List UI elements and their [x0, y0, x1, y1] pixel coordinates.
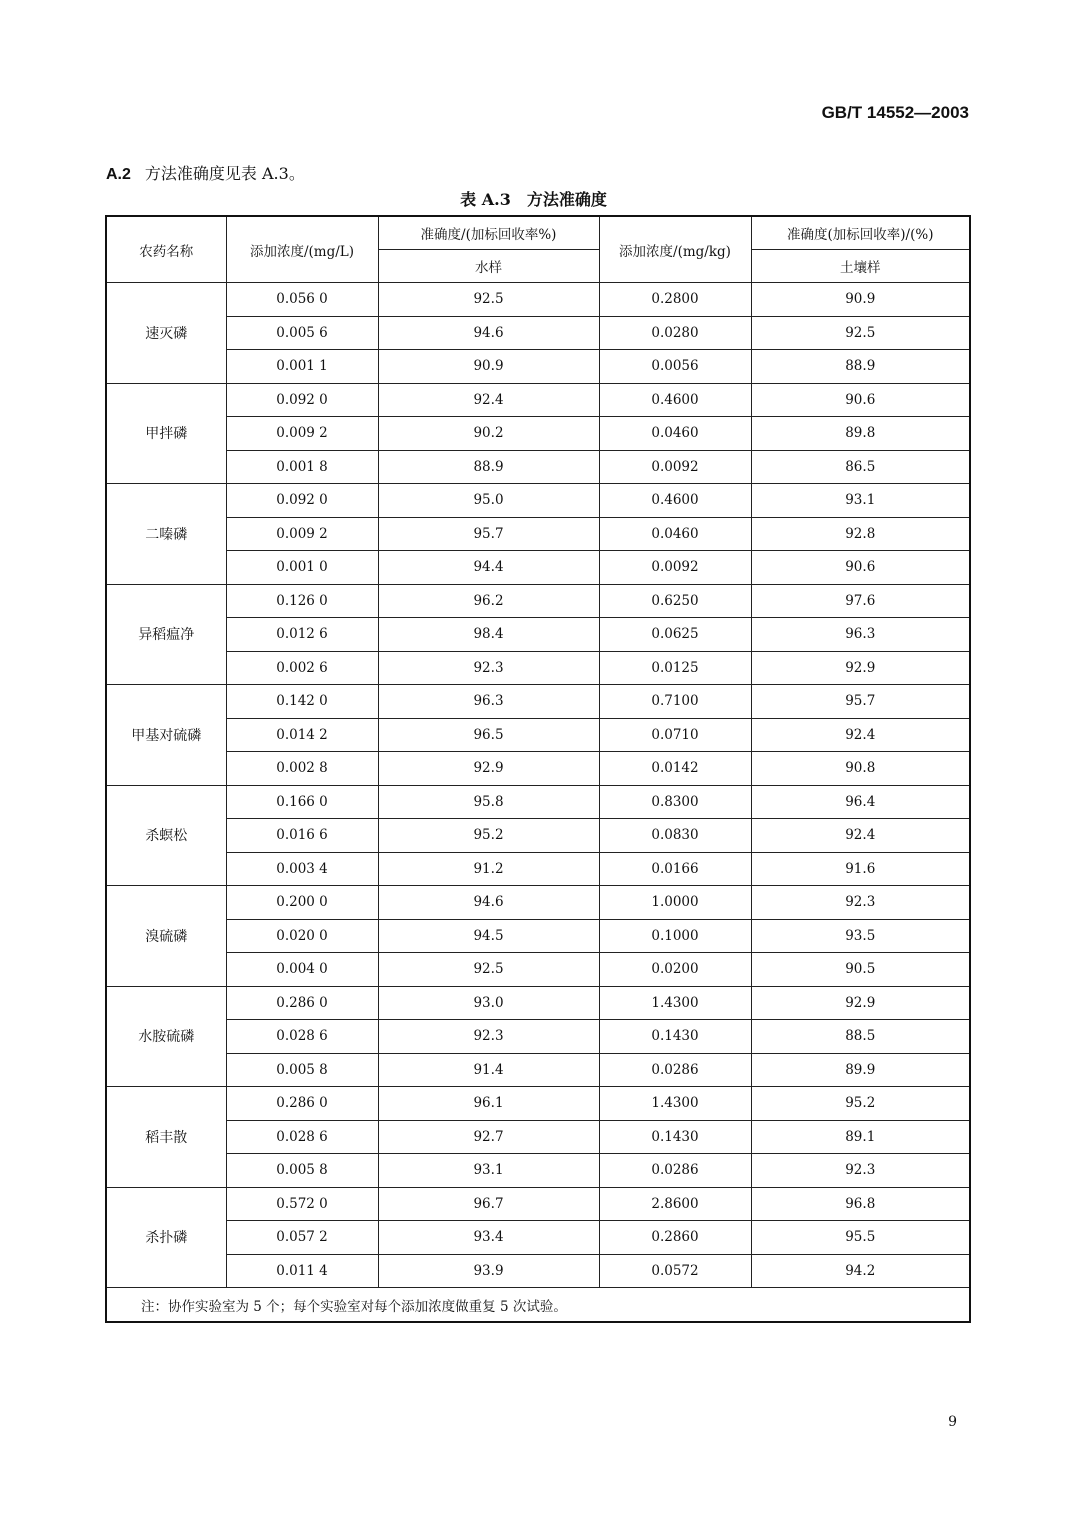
water-recovery-cell: 94.4 — [378, 551, 599, 585]
soil-concentration-cell: 0.0460 — [599, 517, 751, 551]
water-concentration-cell: 0.009 2 — [226, 517, 378, 551]
water-concentration-cell: 0.002 8 — [226, 752, 378, 786]
table-row — [106, 1020, 970, 1054]
water-recovery-cell: 88.9 — [378, 450, 599, 484]
table-row — [106, 316, 970, 350]
water-concentration-cell: 0.011 4 — [226, 1254, 378, 1288]
accuracy-table — [105, 215, 971, 1323]
soil-recovery-cell: 94.2 — [751, 1254, 970, 1288]
water-recovery-cell: 90.9 — [378, 350, 599, 384]
pesticide-name-cell: 二嗪磷 — [106, 484, 226, 585]
water-recovery-cell: 96.2 — [378, 584, 599, 618]
water-concentration-cell: 0.012 6 — [226, 618, 378, 652]
table-row — [106, 1120, 970, 1154]
soil-concentration-cell: 0.0460 — [599, 417, 751, 451]
table-row — [106, 953, 970, 987]
soil-concentration-cell: 1.4300 — [599, 1087, 751, 1121]
table-row — [106, 986, 970, 1020]
water-recovery-cell: 96.5 — [378, 718, 599, 752]
water-concentration-cell: 0.009 2 — [226, 417, 378, 451]
table-row — [106, 1187, 970, 1221]
water-concentration-cell: 0.028 6 — [226, 1020, 378, 1054]
header-soil-accuracy: 准确度(加标回收率)/(%) — [751, 216, 970, 250]
water-recovery-cell: 92.3 — [378, 651, 599, 685]
table-row — [106, 685, 970, 719]
pesticide-name-cell: 溴硫磷 — [106, 886, 226, 987]
pesticide-name-cell: 稻丰散 — [106, 1087, 226, 1188]
soil-recovery-cell: 92.4 — [751, 819, 970, 853]
water-concentration-cell: 0.092 0 — [226, 383, 378, 417]
water-concentration-cell: 0.003 4 — [226, 852, 378, 886]
soil-recovery-cell: 90.6 — [751, 551, 970, 585]
table-row — [106, 551, 970, 585]
water-recovery-cell: 91.2 — [378, 852, 599, 886]
table-row — [106, 819, 970, 853]
water-recovery-cell: 95.2 — [378, 819, 599, 853]
table-row — [106, 1053, 970, 1087]
water-recovery-cell: 92.5 — [378, 283, 599, 317]
section-text: 方法准确度见表 A.3。 — [144, 164, 305, 183]
water-recovery-cell: 93.1 — [378, 1154, 599, 1188]
water-recovery-cell: 95.7 — [378, 517, 599, 551]
header-water-concentration: 添加浓度/(mg/L) — [226, 216, 378, 283]
table-row — [106, 1154, 970, 1188]
water-concentration-cell: 0.005 8 — [226, 1154, 378, 1188]
header-soil-concentration: 添加浓度/(mg/kg) — [599, 216, 751, 283]
soil-recovery-cell: 92.3 — [751, 886, 970, 920]
soil-concentration-cell: 0.0286 — [599, 1154, 751, 1188]
table-row — [106, 283, 970, 317]
soil-concentration-cell: 0.0092 — [599, 551, 751, 585]
water-recovery-cell: 92.9 — [378, 752, 599, 786]
soil-concentration-cell: 0.0830 — [599, 819, 751, 853]
table-row — [106, 752, 970, 786]
soil-concentration-cell: 1.0000 — [599, 886, 751, 920]
water-concentration-cell: 0.166 0 — [226, 785, 378, 819]
soil-concentration-cell: 0.0166 — [599, 852, 751, 886]
soil-concentration-cell: 0.0142 — [599, 752, 751, 786]
table-row — [106, 785, 970, 819]
water-recovery-cell: 94.6 — [378, 886, 599, 920]
water-concentration-cell: 0.056 0 — [226, 283, 378, 317]
header-water-accuracy: 准确度/(加标回收率%) — [378, 216, 599, 250]
water-concentration-cell: 0.016 6 — [226, 819, 378, 853]
soil-concentration-cell: 1.4300 — [599, 986, 751, 1020]
water-recovery-cell: 91.4 — [378, 1053, 599, 1087]
soil-recovery-cell: 93.5 — [751, 919, 970, 953]
pesticide-name-cell: 杀螟松 — [106, 785, 226, 886]
table-row — [106, 1221, 970, 1255]
soil-recovery-cell: 92.9 — [751, 651, 970, 685]
soil-recovery-cell: 92.3 — [751, 1154, 970, 1188]
table-row — [106, 1087, 970, 1121]
water-concentration-cell: 0.126 0 — [226, 584, 378, 618]
table-row — [106, 383, 970, 417]
soil-recovery-cell: 88.5 — [751, 1020, 970, 1054]
water-concentration-cell: 0.001 8 — [226, 450, 378, 484]
water-recovery-cell: 95.8 — [378, 785, 599, 819]
water-concentration-cell: 0.286 0 — [226, 1087, 378, 1121]
soil-concentration-cell: 2.8600 — [599, 1187, 751, 1221]
table-row — [106, 1254, 970, 1288]
soil-concentration-cell: 0.0572 — [599, 1254, 751, 1288]
section-heading — [106, 161, 305, 184]
table-row — [106, 919, 970, 953]
soil-concentration-cell: 0.1000 — [599, 919, 751, 953]
soil-recovery-cell: 89.8 — [751, 417, 970, 451]
table-body — [106, 283, 970, 1288]
soil-recovery-cell: 91.6 — [751, 852, 970, 886]
table-row — [106, 484, 970, 518]
soil-recovery-cell: 96.4 — [751, 785, 970, 819]
water-concentration-cell: 0.572 0 — [226, 1187, 378, 1221]
soil-concentration-cell: 0.0056 — [599, 350, 751, 384]
pesticide-name-cell: 甲基对硫磷 — [106, 685, 226, 786]
water-concentration-cell: 0.014 2 — [226, 718, 378, 752]
soil-recovery-cell: 88.9 — [751, 350, 970, 384]
header-water-sample: 水样 — [378, 250, 599, 283]
table-row — [106, 417, 970, 451]
soil-recovery-cell: 97.6 — [751, 584, 970, 618]
soil-recovery-cell: 92.5 — [751, 316, 970, 350]
soil-concentration-cell: 0.0710 — [599, 718, 751, 752]
water-concentration-cell: 0.005 8 — [226, 1053, 378, 1087]
water-recovery-cell: 96.3 — [378, 685, 599, 719]
water-concentration-cell: 0.286 0 — [226, 986, 378, 1020]
soil-concentration-cell: 0.6250 — [599, 584, 751, 618]
soil-concentration-cell: 0.0125 — [599, 651, 751, 685]
soil-recovery-cell: 96.8 — [751, 1187, 970, 1221]
soil-concentration-cell: 0.1430 — [599, 1020, 751, 1054]
table-row — [106, 517, 970, 551]
soil-concentration-cell: 0.0092 — [599, 450, 751, 484]
water-concentration-cell: 0.002 6 — [226, 651, 378, 685]
water-recovery-cell: 93.9 — [378, 1254, 599, 1288]
table-note: 注：协作实验室为 5 个；每个实验室对每个添加浓度做重复 5 次试验。 — [106, 1288, 970, 1323]
water-concentration-cell: 0.142 0 — [226, 685, 378, 719]
water-concentration-cell: 0.004 0 — [226, 953, 378, 987]
soil-concentration-cell: 0.2800 — [599, 283, 751, 317]
water-concentration-cell: 0.057 2 — [226, 1221, 378, 1255]
section-number: A.2 — [106, 166, 131, 183]
water-concentration-cell: 0.001 0 — [226, 551, 378, 585]
soil-recovery-cell: 90.8 — [751, 752, 970, 786]
soil-recovery-cell: 93.1 — [751, 484, 970, 518]
table-row — [106, 852, 970, 886]
soil-recovery-cell: 92.9 — [751, 986, 970, 1020]
water-recovery-cell: 92.4 — [378, 383, 599, 417]
table-row — [106, 718, 970, 752]
water-concentration-cell: 0.001 1 — [226, 350, 378, 384]
table-caption: 表 A.3 方法准确度 — [460, 190, 607, 209]
water-concentration-cell: 0.020 0 — [226, 919, 378, 953]
pesticide-name-cell: 杀扑磷 — [106, 1187, 226, 1288]
soil-concentration-cell: 0.0286 — [599, 1053, 751, 1087]
soil-concentration-cell: 0.0200 — [599, 953, 751, 987]
header-name: 农药名称 — [106, 216, 226, 283]
pesticide-name-cell: 水胺硫磷 — [106, 986, 226, 1087]
soil-recovery-cell: 90.9 — [751, 283, 970, 317]
soil-concentration-cell: 0.4600 — [599, 383, 751, 417]
soil-recovery-cell: 90.5 — [751, 953, 970, 987]
water-recovery-cell: 90.2 — [378, 417, 599, 451]
soil-concentration-cell: 0.2860 — [599, 1221, 751, 1255]
water-recovery-cell: 95.0 — [378, 484, 599, 518]
table-row — [106, 450, 970, 484]
standard-code: GB/T 14552—2003 — [821, 103, 969, 122]
soil-concentration-cell: 0.0625 — [599, 618, 751, 652]
water-recovery-cell: 96.7 — [378, 1187, 599, 1221]
water-recovery-cell: 92.5 — [378, 953, 599, 987]
soil-concentration-cell: 0.7100 — [599, 685, 751, 719]
water-recovery-cell: 92.7 — [378, 1120, 599, 1154]
soil-recovery-cell: 86.5 — [751, 450, 970, 484]
soil-recovery-cell: 95.2 — [751, 1087, 970, 1121]
table-row — [106, 651, 970, 685]
soil-recovery-cell: 95.7 — [751, 685, 970, 719]
table-row — [106, 350, 970, 384]
soil-concentration-cell: 0.1430 — [599, 1120, 751, 1154]
water-recovery-cell: 93.0 — [378, 986, 599, 1020]
water-recovery-cell: 94.6 — [378, 316, 599, 350]
page-number: 9 — [948, 1414, 957, 1430]
table-row — [106, 618, 970, 652]
water-concentration-cell: 0.200 0 — [226, 886, 378, 920]
soil-recovery-cell: 92.4 — [751, 718, 970, 752]
soil-recovery-cell: 95.5 — [751, 1221, 970, 1255]
water-recovery-cell: 94.5 — [378, 919, 599, 953]
water-concentration-cell: 0.005 6 — [226, 316, 378, 350]
soil-recovery-cell: 92.8 — [751, 517, 970, 551]
water-recovery-cell: 98.4 — [378, 618, 599, 652]
soil-concentration-cell: 0.4600 — [599, 484, 751, 518]
table-row — [106, 886, 970, 920]
soil-concentration-cell: 0.8300 — [599, 785, 751, 819]
pesticide-name-cell: 异稻瘟净 — [106, 584, 226, 685]
water-concentration-cell: 0.028 6 — [226, 1120, 378, 1154]
table-row — [106, 584, 970, 618]
soil-recovery-cell: 89.9 — [751, 1053, 970, 1087]
header-soil-sample: 土壤样 — [751, 250, 970, 283]
soil-concentration-cell: 0.0280 — [599, 316, 751, 350]
soil-recovery-cell: 90.6 — [751, 383, 970, 417]
water-concentration-cell: 0.092 0 — [226, 484, 378, 518]
water-recovery-cell: 93.4 — [378, 1221, 599, 1255]
soil-recovery-cell: 96.3 — [751, 618, 970, 652]
pesticide-name-cell: 速灭磷 — [106, 283, 226, 384]
water-recovery-cell: 92.3 — [378, 1020, 599, 1054]
water-recovery-cell: 96.1 — [378, 1087, 599, 1121]
pesticide-name-cell: 甲拌磷 — [106, 383, 226, 484]
soil-recovery-cell: 89.1 — [751, 1120, 970, 1154]
